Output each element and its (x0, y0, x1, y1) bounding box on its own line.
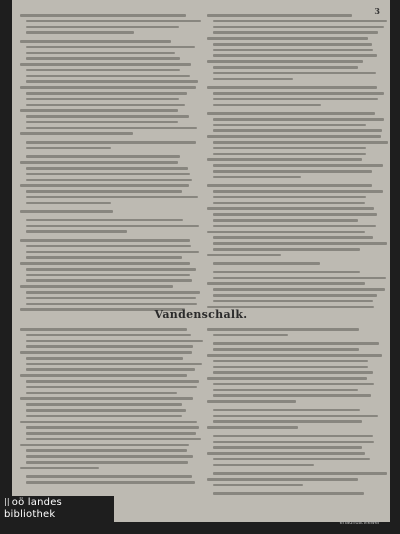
text-line (213, 190, 383, 193)
text-line (26, 75, 190, 78)
text-line (20, 86, 196, 89)
text-line (213, 153, 366, 156)
text-line (26, 455, 193, 458)
text-line (213, 92, 384, 95)
text-line (26, 274, 190, 277)
text-line (26, 438, 201, 441)
text-line (207, 254, 281, 257)
lower-left-column (20, 328, 198, 487)
text-line (213, 147, 366, 150)
text-line (26, 380, 199, 383)
text-line (26, 291, 200, 294)
text-line (207, 184, 372, 187)
text-line (213, 43, 372, 46)
text-line (26, 297, 196, 300)
text-line (213, 31, 378, 34)
scanned-page (12, 0, 390, 522)
text-line (20, 374, 187, 377)
text-line (26, 268, 196, 271)
text-line (26, 449, 187, 452)
text-line (20, 397, 193, 400)
text-line (26, 147, 111, 150)
text-line (26, 179, 192, 182)
text-line (207, 354, 382, 357)
text-line (213, 248, 360, 251)
text-line (26, 334, 191, 337)
text-line (26, 279, 192, 282)
text-line (20, 285, 173, 288)
text-line (26, 251, 199, 254)
text-line (26, 46, 195, 49)
text-line (26, 461, 188, 464)
text-line (213, 300, 373, 303)
upper-right-column (207, 14, 383, 311)
text-line (26, 230, 127, 233)
text-line (26, 481, 195, 484)
text-line (213, 262, 320, 265)
text-line (213, 26, 384, 29)
text-line (207, 400, 296, 403)
text-line (213, 20, 387, 23)
text-line (213, 129, 382, 132)
text-line (213, 72, 376, 75)
text-line (213, 360, 368, 363)
text-line (20, 109, 178, 112)
text-line (207, 14, 352, 17)
text-line (213, 420, 362, 423)
text-line (207, 426, 298, 429)
text-line (20, 262, 190, 265)
text-line (26, 52, 175, 55)
text-line (213, 389, 358, 392)
text-line (26, 155, 180, 158)
text-line (207, 207, 374, 210)
text-line (26, 80, 198, 83)
text-line (213, 202, 365, 205)
text-line (213, 409, 360, 412)
text-line (207, 60, 363, 63)
text-line (26, 225, 199, 228)
text-line (26, 392, 177, 395)
text-line (207, 282, 365, 285)
text-line (26, 202, 111, 205)
text-line (213, 415, 378, 418)
text-line (26, 69, 180, 72)
text-line (213, 446, 362, 449)
text-line (213, 124, 366, 127)
text-line (20, 210, 113, 213)
text-line (213, 170, 372, 173)
text-line (26, 426, 199, 429)
text-line (20, 239, 190, 242)
text-line (26, 386, 197, 389)
text-line (213, 342, 379, 345)
text-line (213, 492, 364, 495)
section-heading: Vandenschalk. (154, 308, 248, 321)
text-line (26, 115, 189, 118)
text-line (207, 135, 381, 138)
text-line (26, 104, 185, 107)
text-line (213, 118, 384, 121)
text-line (26, 167, 188, 170)
text-line (213, 441, 374, 444)
text-line (213, 383, 374, 386)
text-line (26, 340, 203, 343)
text-line (26, 345, 193, 348)
text-line (213, 464, 314, 467)
page-number: 3 (374, 6, 380, 16)
logo-text-line2: bibliothek (4, 509, 56, 520)
text-line (207, 328, 359, 331)
text-line (20, 40, 171, 43)
logo-mark-icon: || (4, 497, 10, 506)
text-line (207, 37, 368, 40)
text-line (207, 112, 375, 115)
text-line (213, 294, 377, 297)
text-line (213, 78, 293, 81)
text-line (213, 271, 360, 274)
text-line (26, 357, 183, 360)
text-line (26, 26, 179, 29)
text-line (213, 219, 358, 222)
text-line (213, 472, 387, 475)
library-logo (4, 496, 114, 532)
text-line (26, 173, 190, 176)
text-line (213, 54, 377, 57)
viewer-credit: erlaunda.viewer (339, 520, 380, 526)
text-line (26, 121, 178, 124)
text-line (26, 409, 186, 412)
text-line (20, 161, 178, 164)
text-line (207, 86, 377, 89)
text-line (213, 435, 373, 438)
text-line (26, 92, 187, 95)
text-line (20, 63, 191, 66)
text-line (213, 104, 321, 107)
text-line (213, 164, 383, 167)
text-line (26, 20, 201, 23)
text-line (26, 303, 197, 306)
text-line (207, 158, 362, 161)
logo-text-line1: oö landes (11, 497, 62, 508)
text-line (26, 31, 134, 34)
text-line (213, 348, 359, 351)
text-line (26, 57, 180, 60)
text-line (207, 478, 358, 481)
text-line (20, 132, 133, 135)
text-line (26, 141, 196, 144)
text-line (213, 236, 373, 239)
text-line (213, 141, 388, 144)
text-line (26, 363, 202, 366)
text-line (26, 98, 179, 101)
text-line (207, 452, 365, 455)
text-line (213, 288, 385, 291)
text-line (20, 467, 99, 470)
text-line (26, 256, 182, 259)
text-line (20, 421, 197, 424)
text-line (20, 184, 189, 187)
upper-left-column (20, 14, 198, 314)
text-line (213, 213, 377, 216)
text-line (26, 403, 182, 406)
text-line (26, 127, 197, 130)
text-line (213, 66, 358, 69)
lower-right-column (207, 328, 383, 498)
text-line (26, 368, 195, 371)
text-line (213, 277, 386, 280)
text-line (207, 231, 365, 234)
text-line (213, 458, 370, 461)
text-line (213, 371, 373, 374)
text-line (213, 484, 303, 487)
text-line (26, 196, 198, 199)
text-line (20, 14, 186, 17)
text-line (213, 49, 373, 52)
text-line (26, 190, 182, 193)
text-line (213, 176, 301, 179)
text-line (26, 219, 183, 222)
text-line (213, 366, 368, 369)
text-line (207, 377, 367, 380)
text-line (213, 394, 371, 397)
text-line (26, 432, 196, 435)
text-line (213, 196, 366, 199)
text-line (26, 475, 192, 478)
text-line (213, 242, 387, 245)
text-line (26, 415, 182, 418)
text-line (20, 328, 187, 331)
text-line (213, 98, 378, 101)
text-line (213, 334, 288, 337)
text-line (20, 444, 189, 447)
text-line (20, 351, 192, 354)
text-line (213, 225, 376, 228)
text-line (26, 245, 191, 248)
